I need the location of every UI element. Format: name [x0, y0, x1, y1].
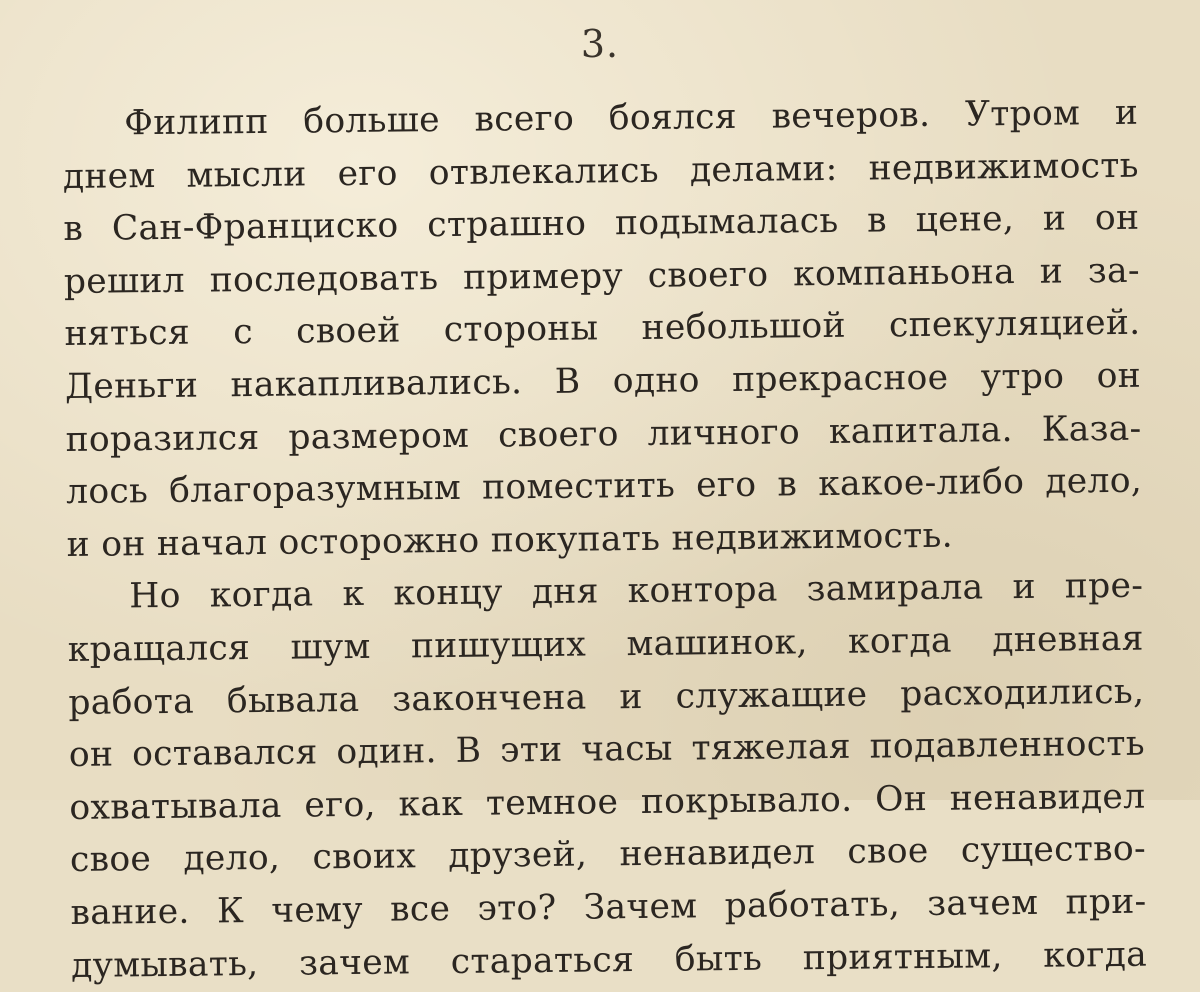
text-line: охватывала его, как темное покрывало. Он ненавидел — [69, 776, 1146, 828]
text-line: думывать, зачем стараться быть приятным, когда — [70, 934, 1148, 986]
page-number: 3. — [580, 22, 620, 66]
text-line: кращался шум пишущих машинок, когда дневная — [67, 618, 1144, 670]
text-line: решил последовать примеру своего компаньона и за- — [63, 250, 1141, 302]
text-line: он оставался один. В эти часы тяжелая подавленность — [68, 723, 1146, 776]
body-text — [62, 87, 1147, 992]
text-line: днем мысли его отвлекались делами: недвижимость — [62, 145, 1139, 197]
text-line: и он начал осторожно покупать недвижимость. — [66, 515, 954, 565]
text-line: работа бывала закончена и служащие расходились, — [68, 671, 1145, 723]
text-line: в Сан-Франциско страшно подымалась в цене, и он — [63, 197, 1140, 250]
text-line: няться с своей стороны небольшой спекуляцией. — [64, 303, 1141, 355]
text-line: лось благоразумным поместить его в какое-либо дело, — [65, 460, 1143, 513]
text-line: Филипп больше всего боялся вечеров. Утром и — [124, 92, 1139, 144]
text-line: свое дело, своих друзей, ненавидел свое существо- — [69, 829, 1147, 881]
text-line: поразился размером своего личного капитала. Каза- — [65, 408, 1142, 460]
text-line: вание. К чему все это? Зачем работать, зачем при- — [70, 881, 1147, 933]
text-line: Но когда к концу дня контора замирала и пре- — [129, 566, 1144, 617]
text-line: Деньги накапливались. В одно прекрасное утро он — [64, 355, 1142, 407]
